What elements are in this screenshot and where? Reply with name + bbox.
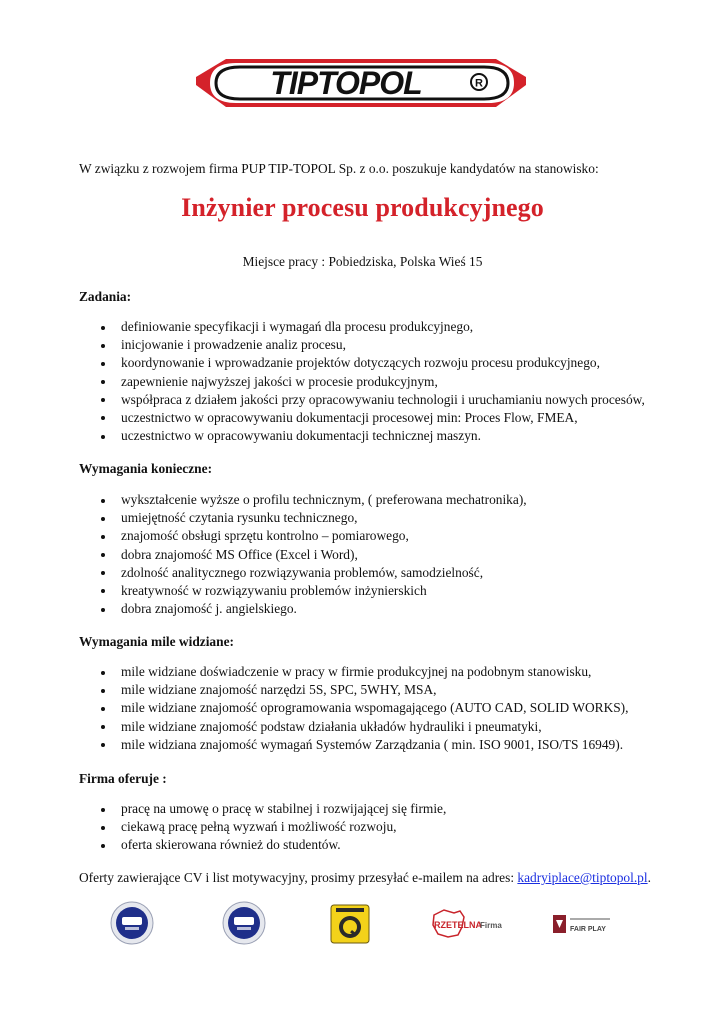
list-item: znajomość obsługi sprzętu kontrolno – pomiarowego,	[0, 527, 527, 545]
section-heading-tasks: Zadania:	[79, 289, 132, 304]
job-title: Inżynier procesu produkcyjnego	[181, 193, 544, 222]
list-item: kreatywność w rozwiązywaniu problemów inżynierskich	[0, 582, 527, 600]
list-item: zapewnienie najwyższej jakości w procesie produkcyjnym,	[0, 373, 645, 391]
list-item: definiowanie specyfikacji i wymagań dla procesu produkcyjnego,	[0, 318, 645, 336]
list-item: mile widziana znajomość wymagań Systemów Zarządzania ( min. ISO 9001, ISO/TS 16949).	[0, 736, 629, 754]
closing-suffix: .	[647, 870, 651, 885]
intro-text: W związku z rozwojem firma PUP TIP-TOPOL Sp. z o.o. poszukuje kandydatów na stanowisko:	[79, 161, 599, 176]
list-item: mile widziane znajomość podstaw działania układów hydrauliki i pneumatyki,	[0, 718, 629, 736]
tiptopol-logo	[196, 55, 526, 113]
preferred-list	[0, 663, 629, 754]
list-item: uczestnictwo w opracowywaniu dokumentacji technicznej maszyn.	[0, 427, 645, 445]
list-item: współpraca z działem jakości przy opracowywaniu technologii i uruchamianiu nowych procesów,	[0, 391, 645, 409]
required-list	[0, 491, 527, 618]
list-item: mile widziane doświadczenie w pracy w firmie produkcyjnej na podobnym stanowisku,	[0, 663, 629, 681]
list-item: oferta skierowana również do studentów.	[0, 836, 446, 854]
section-heading-required: Wymagania konieczne:	[79, 461, 213, 476]
svg-text:R: R	[475, 77, 483, 90]
tasks-list	[0, 318, 645, 445]
list-item: inicjowanie i prowadzenie analiz procesu,	[0, 336, 645, 354]
list-item: pracę na umowę o pracę w stabilnej i rozwijającej się firmie,	[0, 800, 446, 818]
tuv-cert-badge-2	[222, 900, 266, 946]
logo-text: TIPTOPOL	[270, 65, 422, 101]
rzetelna-firma-badge	[430, 907, 510, 941]
list-item: uczestnictwo w opracowywaniu dokumentacji procesowej min: Proces Flow, FMEA,	[0, 409, 645, 427]
work-location: Miejsce pracy : Pobiedziska, Polska Wieś 15	[242, 254, 483, 269]
list-item: dobra znajomość MS Office (Excel i Word),	[0, 546, 527, 564]
list-item: dobra znajomość j. angielskiego.	[0, 600, 527, 618]
section-heading-preferred: Wymagania mile widziane:	[79, 634, 234, 649]
fair-play-label: FAIR PLAY	[570, 926, 606, 933]
tuv-cert-badge-1	[110, 900, 154, 946]
list-item: zdolność analitycznego rozwiązywania problemów, samodzielność,	[0, 564, 527, 582]
email-link[interactable]: kadryiplace@tiptopol.pl	[517, 870, 648, 885]
list-item: mile widziane znajomość oprogramowania wspomagającego (AUTO CAD, SOLID WORKS),	[0, 699, 629, 717]
list-item: mile widziane znajomość narzędzi 5S, SPC, 5WHY, MSA,	[0, 681, 629, 699]
section-heading-offer: Firma oferuje :	[79, 771, 167, 786]
rzetelna-label: RZETELNA	[434, 920, 482, 930]
list-item: wykształcenie wyższe o profilu technicznym, ( preferowana mechatronika),	[0, 491, 527, 509]
list-item: koordynowanie i wprowadzanie projektów dotyczących rozwoju procesu produkcyjnego,	[0, 354, 645, 372]
closing-text	[79, 870, 651, 886]
quality-cert-badge	[330, 904, 370, 944]
list-item: ciekawą pracę pełną wyzwań i możliwość rozwoju,	[0, 818, 446, 836]
fair-play-badge	[553, 912, 613, 936]
closing-message: Oferty zawierające CV i list motywacyjny, prosimy przesyłać e-mailem na adres:	[79, 870, 518, 885]
offer-list	[0, 800, 446, 855]
rzetelna-suffix: Firma	[480, 921, 502, 930]
list-item: umiejętność czytania rysunku technicznego,	[0, 509, 527, 527]
